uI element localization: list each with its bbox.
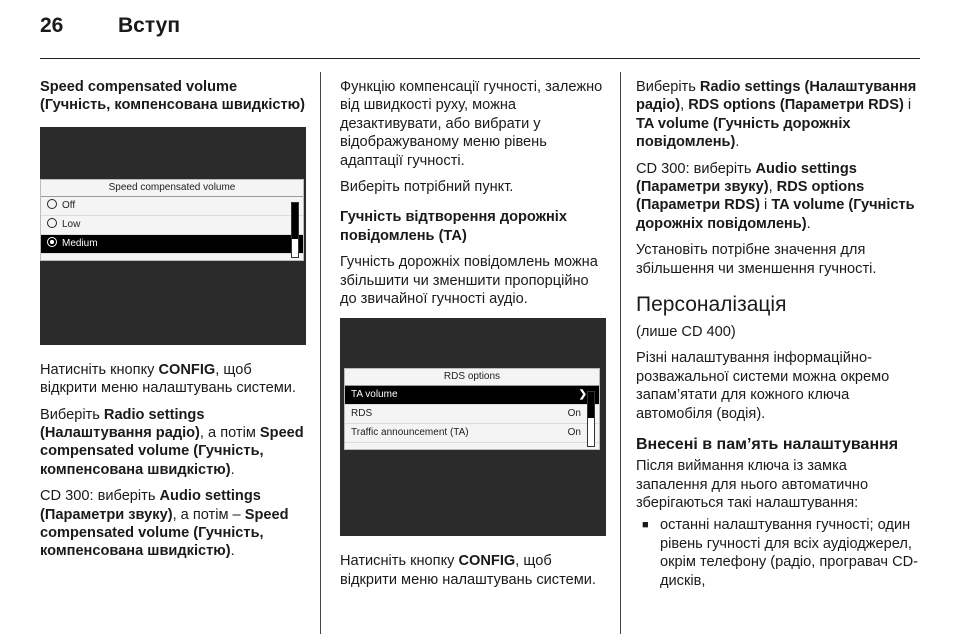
section-heading-speed-volume: Speed compensated volume (Гучність, компенсована швидкістю) <box>40 79 305 114</box>
menu-option-off[interactable]: Off <box>41 197 303 216</box>
header-rule <box>40 58 920 59</box>
page-number: 26 <box>40 14 64 37</box>
column-divider-1 <box>320 72 321 634</box>
paragraph: Функцію компенсації гучності, залежно від швидкості руху, можна дезактивувати, або вибрати у відображуваному меню рівень адаптації гучності. <box>340 79 603 169</box>
radio-icon <box>47 218 57 228</box>
menu-title: Speed compensated volume <box>41 180 303 197</box>
scrollbar-thumb[interactable] <box>292 203 298 239</box>
column-3 <box>636 78 920 590</box>
paragraph: Виберіть Radio settings (Налаштування радіо), а потім Speed compensated volume (Гучність, компенсована швидкістю). <box>40 406 304 478</box>
chevron-right-icon: ❯ <box>578 389 587 401</box>
chapter-title: Вступ <box>118 14 181 37</box>
paragraph: CD 300: виберіть Audio settings (Параметри звуку), RDS options (Параметри RDS) і TA volume (Гучність дорожніх повідомлень). <box>636 160 915 232</box>
menu-item-rds[interactable]: RDS On <box>345 405 599 424</box>
paragraph: Після виймання ключа із замка запалення для нього автоматично зберігаються такі налаштування: <box>636 458 869 511</box>
scrollbar[interactable] <box>587 391 595 447</box>
subtitle-cd400: (лише CD 400) <box>636 324 736 341</box>
column-divider-2 <box>620 72 621 634</box>
radio-selected-icon <box>47 237 57 247</box>
section-heading-ta: Гучність відтворення дорожніх повідомлень (ТА) <box>340 209 567 244</box>
paragraph: Натисніть кнопку CONFIG, щоб відкрити меню налаштувань системи. <box>340 553 596 588</box>
section-title-personalization: Персоналізація <box>636 293 787 317</box>
list-item: ■ останні налаштування гучності; один рівень гучності для всіх аудіоджерел, окрім телефону (радіо, програвач CD-дисків, <box>636 516 920 590</box>
screen-speed-volume <box>40 127 306 345</box>
page-header <box>40 14 180 48</box>
scrollbar[interactable] <box>291 202 299 258</box>
paragraph: CD 300: виберіть Audio settings (Параметри звуку), а потім – Speed compensated volume (Гучність, компенсована швидкістю). <box>40 488 289 560</box>
scrollbar-thumb[interactable] <box>588 392 594 418</box>
menu-item-ta-volume[interactable]: TA volume ❯ <box>345 386 599 405</box>
column-2 <box>340 78 606 597</box>
menu-panel <box>344 368 600 450</box>
paragraph: Установіть потрібне значення для збільшення чи зменшення гучності. <box>636 242 877 277</box>
menu-option-low[interactable]: Low <box>41 216 303 235</box>
paragraph: Різні налаштування інформаційно-розважальної системи можна окремо запам’ятати для кожного ключа автомобіля (водія). <box>636 350 890 422</box>
screen-rds-options <box>340 318 606 536</box>
paragraph: Виберіть потрібний пункт. <box>340 179 514 196</box>
radio-icon <box>47 199 57 209</box>
paragraph: Виберіть Radio settings (Налаштування радіо), RDS options (Параметри RDS) і TA volume (Гучність дорожніх повідомлень). <box>636 79 917 151</box>
bullet-list <box>636 516 920 590</box>
menu-item-ta[interactable]: Traffic announcement (TA) On <box>345 424 599 443</box>
menu-panel <box>40 179 304 261</box>
menu-option-medium[interactable]: Medium <box>41 235 303 254</box>
column-1 <box>40 78 306 569</box>
paragraph: Гучність дорожніх повідомлень можна збільшити чи зменшити пропорційно до звичайної гучності аудіо. <box>340 254 598 308</box>
section-heading-stored-settings: Внесені в пам’ять налаштування <box>636 436 899 454</box>
paragraph: Натисніть кнопку CONFIG, щоб відкрити меню налаштувань системи. <box>40 361 296 397</box>
menu-title: RDS options <box>345 369 599 386</box>
